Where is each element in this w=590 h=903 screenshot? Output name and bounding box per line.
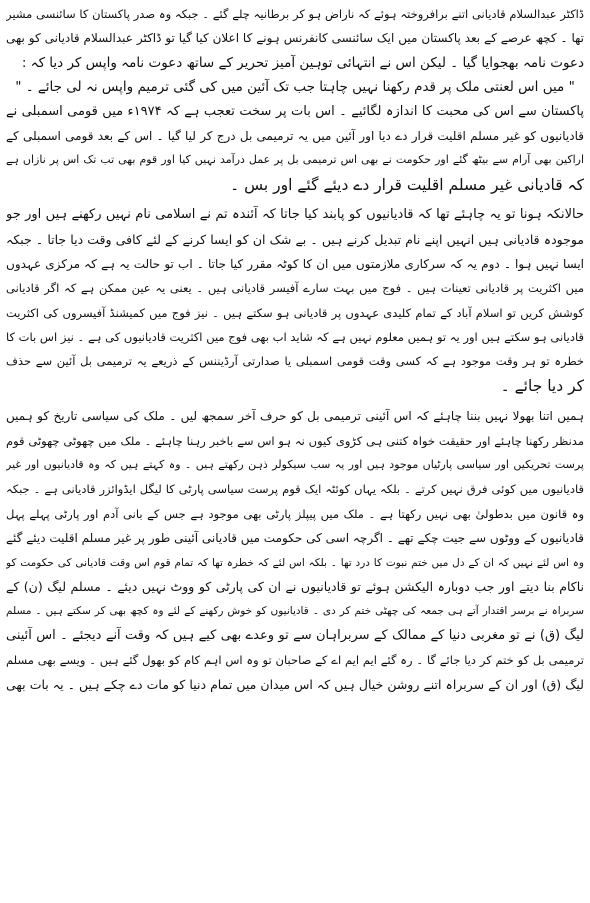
- text-line: ترمیمی بل کو ختم کر دیا جائے گا ۔ رہ گئے ایم ایم اے کے صاحبان تو وہ اس اہم کام کو بھول گئے ہیں ۔ ویسے بھی مسلم: [6, 653, 584, 668]
- paragraph-political-history: [6, 404, 584, 697]
- quote-block: [6, 75, 584, 99]
- text-line: قادیانیوں میں کوئی فرق نہیں کرتے ۔ بلکہ یہاں کوئٹہ ایک قوم پرست سیاسی پارٹی کا لیگل ایڈوائزر قادیانی ہے ۔ جبکہ: [6, 482, 584, 497]
- text-line: مدنظر رکھنا چاہئے اور حقیقت خواہ کتنی ہی کڑوی کیوں نہ ہو اس سے باخبر رہنا چاہئے ۔ ملک میں چھوٹی چھوٹی قوم: [6, 433, 584, 448]
- text-line: ڈاکٹر عبدالسلام قادیانی اتنے برافروختہ ہوئے کہ ناراض ہو کر برطانیہ چلے گئے ۔ جبکہ وہ صدر پاکستان کا سائنسی مشیر: [6, 7, 584, 21]
- text-line: لیگ (ق) اور ان کے سربراہ اتنے روشن خیال ہیں کہ اس میدان میں تمام دنیا کو مات دے چکے ہیں ۔ یہ بات بھی: [6, 676, 584, 692]
- text-line: سربراہ نے برسر اقتدار آتے ہی جمعہ کی چھٹی ختم کر دی ۔ قادیانیوں کو خوش رکھنے کے لئے وہ کچھ بھی کر سکتے ہیں ۔ مسلم: [6, 605, 584, 618]
- text-line: دعوت نامہ بھجوایا گیا ۔ لیکن اس نے انتہائی توہین آمیز تحریر کے ساتھ دعوت نامہ واپس کر دیا کہ :: [21, 54, 584, 71]
- text-line: ناکام بنا دیتے اور جب دوبارہ الیکشن ہوئے تو قادیانیوں نے ان کی پارٹی کو ووٹ نہیں دیئے ۔ مسلم لیگ (ن) کے: [6, 578, 584, 594]
- text-line: حالانکہ ہونا تو یہ چاہئے تھا کہ قادیانیوں کو پابند کیا جاتا کہ آئندہ تم نے اسلامی نام نہیں رکھنے ہیں اور جو: [6, 207, 584, 223]
- text-line: تھا ۔ کچھ عرصے کے بعد پاکستان میں ایک سائنسی کانفرنس ہونے کا اعلان کیا گیا تو ڈاکٹر عبدالسلام قادیانی کو بھی: [6, 31, 584, 46]
- text-line: قادیانیوں کو غیر مسلم اقلیت قرار دے دیا اور آئین میں یہ ترمیمی بل درج کر لیا گیا ۔ اس کے بعد قومی اسمبلی کے: [6, 128, 584, 143]
- quote-line: " میں اس لعنتی ملک پر قدم رکھنا نہیں چاہتا جب تک آئین میں کی گئی ترمیم واپس نہ لی جائے ۔ ": [15, 79, 575, 96]
- text-line: میں اکثریت پر قادیانی تعینات ہیں ۔ فوج میں بہت سارے آفیسر قادیانی ہیں ۔ یعنی یہ عین ممکن ہے کہ اگر قادیانی: [6, 281, 584, 296]
- paragraph-salam-reaction: [6, 2, 584, 75]
- text-line: اراکین بھی آرام سے بیٹھ گئے اور حکومت نے بھی اس ترمیمی بل پر عمل درآمد نہیں کیا اور قوم بھی تب تک اس پر نازاں ہے: [6, 153, 584, 167]
- text-line: لیگ (ق) نے تو مغربی دنیا کے ممالک کے سربراہان سے تو وعدے بھی کیے ہیں کہ وقت آنے دیجئے ۔ اس آئینی: [6, 627, 584, 643]
- text-line: کوشش کریں تو اسلام آباد کے تمام کلیدی عہدوں پر قادیانی ہو سکتے ہیں ۔ نیز فوج میں کمیشنڈ آفیسروں کی اکثریت: [6, 305, 584, 320]
- text-line: وہ اس لئے نہیں کہ ان کے دل میں ختم نبوت کا درد تھا ۔ بلکہ اس لئے کہ خطرہ تھا کہ تمام قوم اس وقت قادیانی کی حکومت کو: [6, 556, 584, 569]
- text-line: قادیانی ہو سکتے ہیں اور یہ تو ہمیں معلوم نہیں ہے کہ شاید اب بھی فوج میں اکثریت قادیانیوں کی ہے ۔ نیز اس بات کا: [6, 330, 584, 345]
- text-line: موجودہ قادیانی ہیں انہیں اپنے نام تبدیل کرنے ہیں ۔ بے شک ان کو ایسا کرنے کے لئے کافی وقت دیا جاتا ۔ جبکہ: [6, 231, 584, 247]
- text-line: ہمیں اتنا بھولا نہیں بننا چاہئے کہ اس آئینی ترمیمی بل کو حرف آخر سمجھ لیں ۔ ملک کی سیاسی تاریخ کو ہمیں: [6, 409, 584, 424]
- text-line: خطرہ تو ہر وقت موجود ہے کہ کسی وقت قومی اسمبلی یا صدارتی آرڈیننس کے ذریعے یہ ترمیمی بل آئین سے حذف: [6, 354, 584, 369]
- text-line: پرست تحریکیں اور سیاسی پارٹیاں موجود ہیں اور یہ سب سیکولر ذہن رکھتے ہیں ۔ وہ کہتے ہیں کہ وہ قادیانیوں اور غیر: [6, 458, 584, 472]
- text-line: قادیانیوں کے ووٹوں سے جیت چکے تھے ۔ اگرچہ اسی کی حکومت میں قادیانی آئینی طور پر غیر مسلم اقلیت دیئے گئے: [6, 531, 584, 546]
- paragraph-what-should-have-been: [6, 203, 584, 398]
- text-line: ایسا نہیں ہوا ۔ دوم یہ کہ سرکاری ملازمتوں میں ان کا کوٹہ مقرر کیا جاتا ۔ اب تو حالت یہ ہے کہ مرکزی عہدوں: [6, 256, 584, 271]
- text-line: وہ قانون میں بدطولیٰ بھی نہیں رکھتا ہے ۔ ملک میں پیپلز پارٹی بھی موجود ہے جس کے بانی آدم اور پارٹی پہلے پہل: [6, 506, 584, 521]
- text-line: کہ قادیانی غیر مسلم اقلیت قرار دے دیئے گئے اور بس ۔: [230, 175, 584, 194]
- text-line: کر دیا جائے ۔: [500, 376, 584, 395]
- text-line: پاکستان سے اس کی محبت کا اندازہ لگائیے ۔ اس بات پر سخت تعجب ہے کہ ۱۹۷۴ء میں قومی اسمبلی نے: [6, 103, 584, 119]
- paragraph-1974-amendment: [6, 100, 584, 198]
